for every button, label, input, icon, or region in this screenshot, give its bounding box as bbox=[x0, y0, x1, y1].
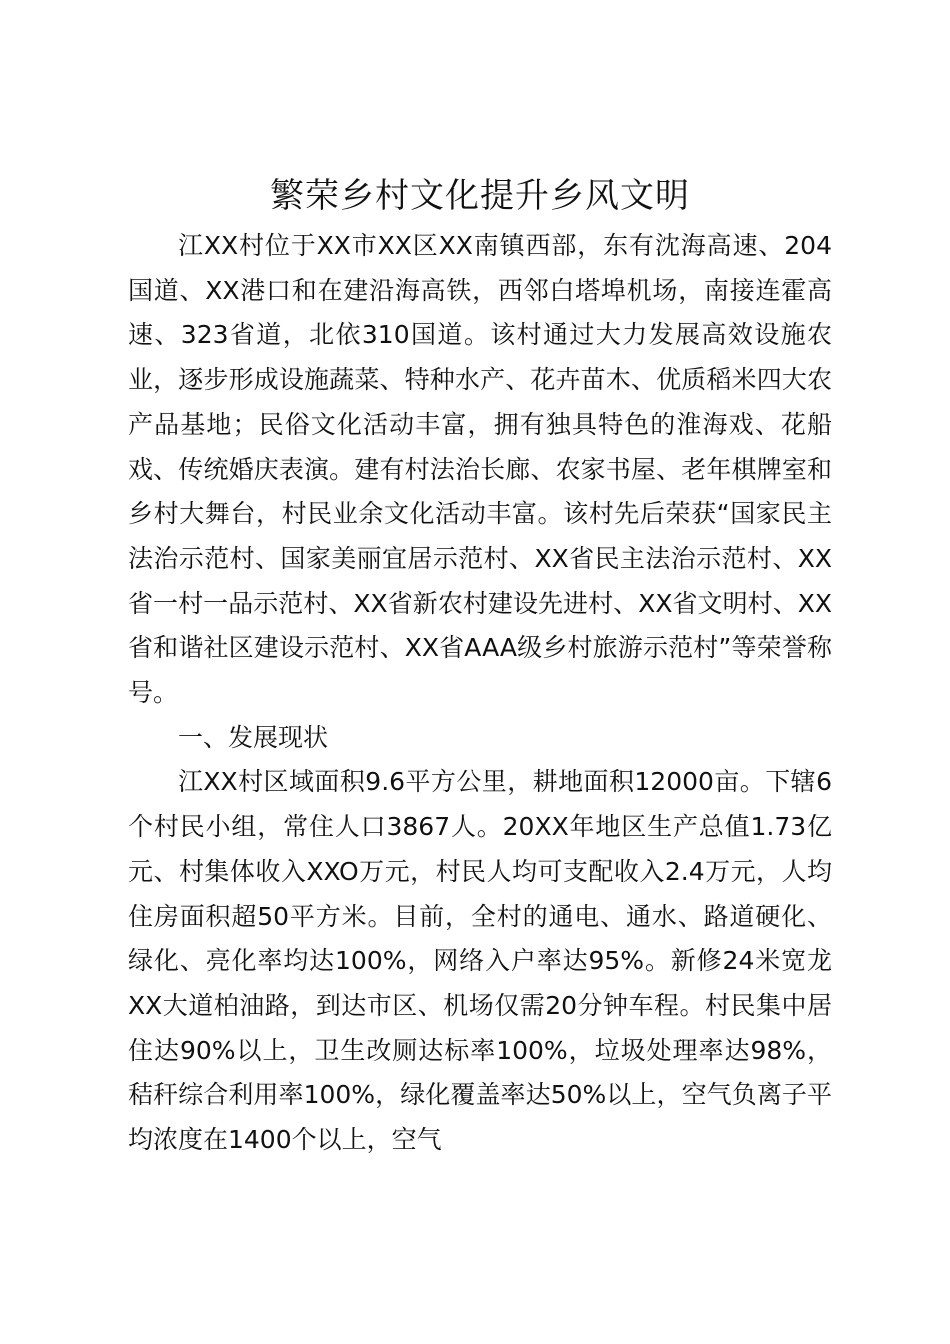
development-status-paragraph: 江XX村区域面积9.6平方公里，耕地面积12000亩。下辖6个村民小组，常住人口3867人。20XX年地区生产总值1.73亿元、村集体收入XXO万元，村民人均可支配收入2.4万元，人均住房面积超50平方米。目前，全村的通电、通水、路道硬化、绿化、亮化率均达100%，网络入户率达95%。新修24米宽龙XX大道柏油路，到达市区、机场仅需20分钟车程。村民集中居住达90%以上，卫生改厕达标率100%，垃圾处理率达98%，秸秆综合利用率100%，绿化覆盖率达50%以上，空气负离子平均浓度在1400个以上，空气 bbox=[128, 767, 832, 1155]
section-heading-development-status: 一、发展现状 bbox=[178, 722, 329, 752]
document-title: 繁荣乡村文化提升乡风文明 bbox=[270, 176, 690, 216]
document-page bbox=[128, 168, 832, 1163]
intro-paragraph: 江XX村位于XX市XX区XX南镇西部，东有沈海高速、204国道、XX港口和在建沿海高铁，西邻白塔埠机场，南接连霍高速、323省道，北依310国道。该村通过大力发展高效设施农业，逐步形成设施蔬菜、特种水产、花卉苗木、优质稻米四大农产品基地；民俗文化活动丰富，拥有独具特色的淮海戏、花船戏、传统婚庆表演。建有村法治长廊、农家书屋、老年棋牌室和乡村大舞台，村民业余文化活动丰富。该村先后荣获“国家民主法治示范村、国家美丽宜居示范村、XX省民主法治示范村、XX省一村一品示范村、XX省新农村建设先进村、XX省文明村、XX省和谐社区建设示范村、XX省AAA级乡村旅游示范村”等荣誉称号。 bbox=[128, 231, 832, 708]
